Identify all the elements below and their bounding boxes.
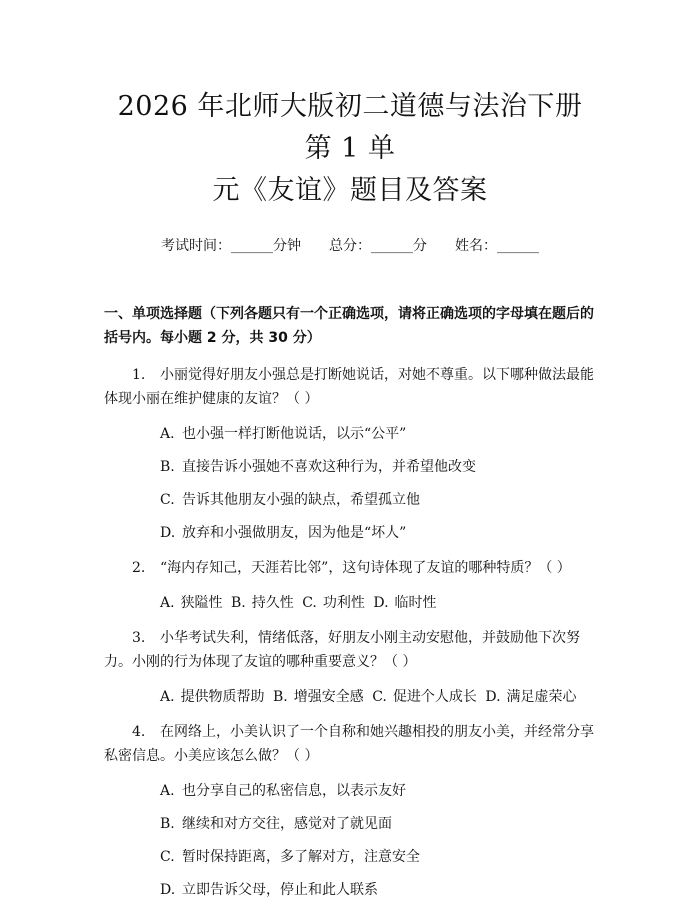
- option-letter: B.: [231, 595, 246, 611]
- question-3: [104, 626, 596, 674]
- exam-time: 考试时间：______分钟: [161, 238, 301, 254]
- title-line-2: 元《友谊》题目及答案: [212, 175, 488, 206]
- option: [160, 847, 596, 867]
- question-4: [104, 720, 596, 768]
- option-text: 狭隘性: [180, 595, 223, 611]
- option-text: 直接告诉小强她不喜欢这种行为，并希望他改变: [182, 459, 476, 475]
- option: [160, 781, 596, 801]
- exam-name: 姓名：______: [455, 238, 539, 254]
- option-letter: A.: [160, 783, 175, 799]
- question-number: 2.: [132, 560, 146, 576]
- option-letter: A.: [160, 426, 175, 442]
- option: [160, 424, 596, 444]
- option-text: 持久性: [251, 595, 294, 611]
- question-text: 在网络上，小美认识了一个自称和她兴趣相投的朋友小美，并经常分享私密信息。小美应该怎么做？（ ）: [104, 724, 594, 764]
- question-text: 小华考试失利，情绪低落，好朋友小刚主动安慰他，并鼓励他下次努力。小刚的行为体现了友谊的哪种重要意义？（ ）: [104, 630, 580, 670]
- exam-info: [104, 236, 596, 256]
- option-text: 临时性: [394, 595, 437, 611]
- option-letter: B.: [160, 816, 175, 832]
- option-letter: D.: [160, 525, 176, 541]
- exam-score: 总分：______分: [329, 238, 427, 254]
- section-1-header: 一、单项选择题（下列各题只有一个正确选项，请将正确选项的字母填在题后的括号内。每小题 2 分，共 30 分）: [104, 306, 594, 346]
- option-text: 增强安全感: [293, 689, 364, 705]
- question-1: [104, 363, 596, 411]
- option-text: 也分享自己的私密信息，以表示友好: [182, 783, 406, 799]
- option-letter: B.: [160, 459, 175, 475]
- option-text: 继续和对方交往，感觉对了就见面: [182, 816, 392, 832]
- option-letter: D.: [160, 882, 176, 898]
- option-row: [160, 687, 596, 707]
- option-text: 功利性: [322, 595, 365, 611]
- question-number: 1.: [132, 367, 146, 383]
- question-text: 小丽觉得好朋友小强总是打断她说话，对她不尊重。以下哪种做法最能体现小丽在维护健康的友谊？（ ）: [104, 367, 594, 407]
- option-row: [160, 593, 596, 613]
- question-2: [104, 556, 596, 580]
- option: [160, 457, 596, 477]
- document-title: [104, 86, 596, 212]
- question-text: “海内存知己，天涯若比邻”，这句诗体现了友谊的哪种特质？（ ）: [160, 560, 571, 576]
- option-text: 暂时保持距离，多了解对方，注意安全: [182, 849, 420, 865]
- option-text: 放弃和小强做朋友，因为他是“坏人”: [182, 525, 407, 541]
- option-text: 立即告诉父母，停止和此人联系: [182, 882, 378, 898]
- question-number: 3.: [132, 630, 146, 646]
- option-text: 促进个人成长: [392, 689, 477, 705]
- option-letter: C.: [160, 849, 175, 865]
- question-number: 4.: [132, 724, 146, 740]
- option: [160, 880, 596, 900]
- option-letter: B.: [273, 689, 288, 705]
- option-letter: C.: [302, 595, 317, 611]
- option: [160, 490, 596, 510]
- option-letter: A.: [160, 595, 175, 611]
- option-letter: C.: [160, 492, 175, 508]
- option-letter: D.: [373, 595, 389, 611]
- option-text: 满足虚荣心: [506, 689, 577, 705]
- option-text: 提供物质帮助: [180, 689, 265, 705]
- option-text: 也小强一样打断他说话，以示“公平”: [182, 426, 407, 442]
- option: [160, 523, 596, 543]
- option-text: 告诉其他朋友小强的缺点，希望孤立他: [182, 492, 420, 508]
- option-letter: D.: [485, 689, 501, 705]
- option-letter: A.: [160, 689, 175, 705]
- option-letter: C.: [372, 689, 387, 705]
- option: [160, 814, 596, 834]
- title-line-1: 2026 年北师大版初二道德与法治下册第 1 单: [117, 91, 583, 164]
